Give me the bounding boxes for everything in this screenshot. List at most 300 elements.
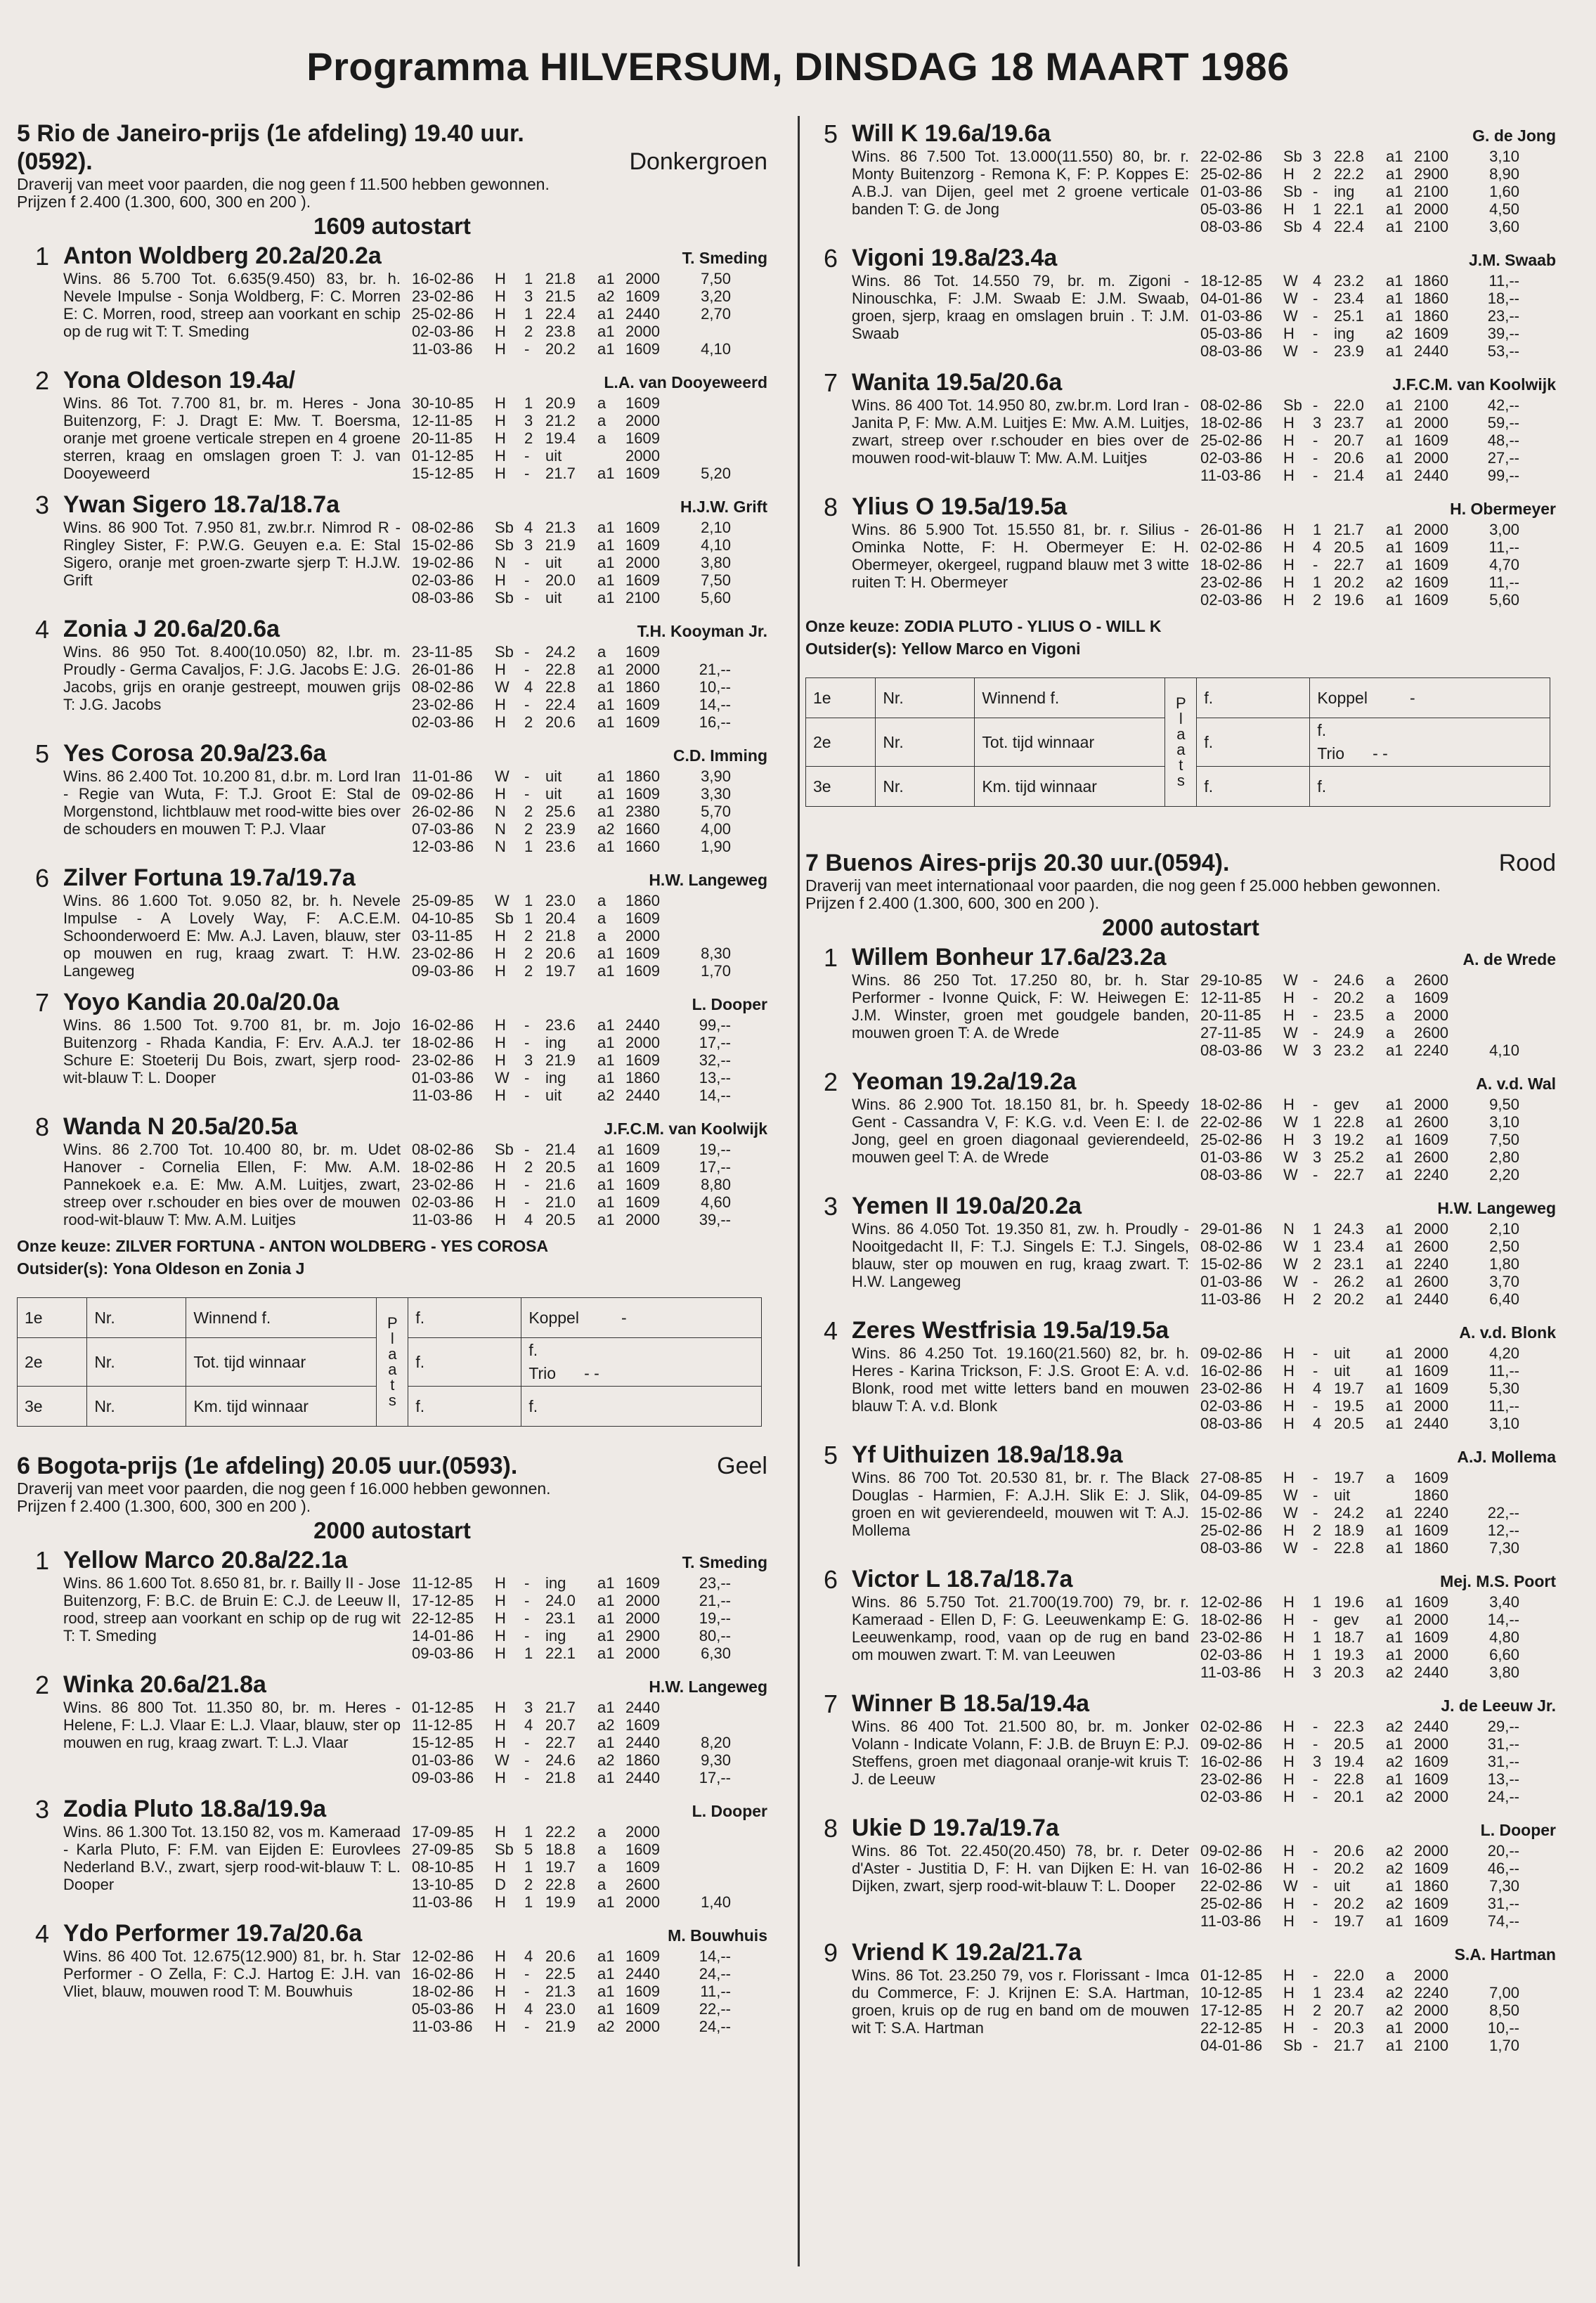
start-cell: 23.2 bbox=[1334, 1042, 1364, 1059]
start-cell: 1,60 bbox=[1489, 183, 1519, 200]
start-cell: 11,-- bbox=[700, 1983, 731, 2000]
start-cell: 01-03-86 bbox=[1200, 183, 1263, 200]
start-cell: - bbox=[524, 1751, 530, 1769]
start-cell: 1609 bbox=[1414, 432, 1448, 449]
start-cell: 11-03-86 bbox=[1200, 1290, 1261, 1308]
start-cell bbox=[1473, 1966, 1519, 1984]
start-cell: a bbox=[1386, 971, 1395, 989]
start-cell: Sb bbox=[495, 643, 514, 661]
horse-info: Wins. 86 400 Tot. 14.950 80, zw.br.m. Lord Iran - Janita P, F: Mw. A.M. Luitjes E: Mw. A.M. Luitjes, zwart, streep over r.schouder en bies over de mouwen rood-wit-blauw T: Mw. A.M. Luitjes bbox=[852, 396, 1189, 467]
start-cell: 08-03-86 bbox=[1200, 342, 1263, 360]
horse-number: 6 bbox=[35, 864, 50, 893]
horse-entry bbox=[17, 491, 767, 606]
horse-main bbox=[852, 368, 1556, 484]
horse-info: Wins. 86 2.700 Tot. 10.400 80, br. m. Udet Hanover - Cornelia Ellen, F: Mw. A.M. Pannekoek e.a. E: Mw. A.M. Luitjes, zwart, streep over r.schouder en bies over de mouwen rood-wit-blauw T: Mw. A.M. Luitjes bbox=[63, 1141, 401, 1228]
start-cell: a bbox=[597, 1876, 606, 1893]
start-cell: 04-10-85 bbox=[412, 909, 474, 927]
start-cell: 15-02-86 bbox=[1200, 1255, 1263, 1273]
horse-number: 2 bbox=[35, 366, 50, 395]
start-cell: 19.4 bbox=[1334, 1753, 1364, 1770]
start-row bbox=[412, 1876, 767, 1893]
start-cell: a1 bbox=[597, 323, 615, 340]
start-cell: 2440 bbox=[1414, 1290, 1448, 1308]
f-cell: f. bbox=[528, 1341, 538, 1359]
horse-header bbox=[63, 1112, 767, 1141]
horse-body bbox=[63, 1699, 767, 1786]
start-row bbox=[1200, 1148, 1556, 1166]
race-prizes: Prijzen f 2.400 (1.300, 600, 300 en 200 ). bbox=[17, 1497, 311, 1515]
trio-label bbox=[528, 1364, 754, 1383]
start-cell: 24.6 bbox=[1334, 971, 1364, 989]
start-cell: a1 bbox=[1386, 1380, 1403, 1397]
place-label: 1e bbox=[18, 1298, 87, 1338]
start-cell: 1860 bbox=[625, 767, 660, 785]
recent-starts bbox=[1200, 1469, 1556, 1557]
start-cell: 22.7 bbox=[1334, 1166, 1364, 1183]
start-cell: 22.8 bbox=[1334, 1539, 1364, 1557]
start-cell: 2440 bbox=[1414, 1415, 1448, 1432]
start-cell: H bbox=[495, 1176, 506, 1193]
start-cell: a1 bbox=[1386, 183, 1403, 200]
start-cell: 20.7 bbox=[545, 1716, 576, 1734]
horse-info: Wins. 86 800 Tot. 11.350 80, br. m. Heres - Helene, F: L.J. Vlaar E: L.J. Vlaar, blauw, ster op mouwen en rug, kraag zwart. T: L.J. Vlaar bbox=[63, 1699, 401, 1751]
start-cell: 1609 bbox=[625, 1841, 660, 1858]
start-cell: - bbox=[1313, 1770, 1318, 1788]
start-cell: 2000 bbox=[1414, 2019, 1448, 2037]
start-cell: a1 bbox=[1386, 396, 1403, 414]
horse-info: Wins. 86 Tot. 22.450(20.450) 78, br. r. Deter d'Aster - Justitia D, F: H. van Dijken E: H. van Dijken, zwart, sjerp rood-wit-blauw T: L. Dooper bbox=[852, 1842, 1189, 1895]
start-cell: 24.3 bbox=[1334, 1220, 1364, 1238]
start-cell: a1 bbox=[1386, 342, 1403, 360]
race-title: 6 Bogota-prijs (1e afdeling) 20.05 uur.(0593). bbox=[17, 1453, 518, 1479]
start-cell: a2 bbox=[597, 2018, 615, 2035]
start-cell: 1609 bbox=[625, 429, 660, 447]
start-cell: 20.2 bbox=[1334, 989, 1364, 1006]
start-cell: 4,50 bbox=[1489, 200, 1519, 218]
recent-starts bbox=[1200, 396, 1556, 484]
start-cell: 20.5 bbox=[545, 1211, 576, 1228]
start-row bbox=[412, 429, 767, 447]
start-row bbox=[412, 713, 767, 731]
start-cell: 7,50 bbox=[701, 571, 731, 589]
start-cell: 8,50 bbox=[1489, 2002, 1519, 2019]
start-cell: a2 bbox=[597, 1751, 615, 1769]
start-row bbox=[1200, 432, 1556, 449]
start-cell: 22.7 bbox=[1334, 556, 1364, 573]
start-cell: a bbox=[597, 643, 606, 661]
start-cell: 09-02-86 bbox=[1200, 1842, 1263, 1860]
start-cell: Sb bbox=[1283, 218, 1302, 235]
start-row bbox=[1200, 1593, 1556, 1611]
start-cell: 14-01-86 bbox=[412, 1627, 474, 1644]
start-cell: 23-02-86 bbox=[412, 1051, 474, 1069]
horse-header bbox=[63, 988, 767, 1016]
start-cell: 08-02-86 bbox=[412, 519, 474, 536]
start-cell: 1609 bbox=[625, 1858, 660, 1876]
start-cell: H bbox=[495, 270, 506, 287]
start-row bbox=[412, 519, 767, 536]
start-cell: gev bbox=[1334, 1611, 1359, 1628]
recent-starts bbox=[412, 1699, 767, 1786]
start-cell: 17-12-85 bbox=[412, 1592, 474, 1609]
start-cell: 2440 bbox=[625, 1016, 660, 1034]
start-cell: a bbox=[597, 1858, 606, 1876]
start-cell: 19-02-86 bbox=[412, 554, 474, 571]
place-label: 3e bbox=[806, 767, 876, 807]
start-row bbox=[1200, 200, 1556, 218]
start-cell: 2000 bbox=[625, 270, 660, 287]
start-cell: 16,-- bbox=[699, 713, 731, 731]
start-cell: H bbox=[495, 785, 506, 803]
start-cell: 18-02-86 bbox=[1200, 414, 1263, 432]
horse-info: Wins. 86 2.900 Tot. 18.150 81, br. h. Speedy Gent - Cassandra V, F: K.G. v.d. Veen E: I. de Jong, geel en groen diagonaal gevierendeeld, mouwen geel T: A. de Wrede bbox=[852, 1096, 1189, 1166]
start-cell: H bbox=[1283, 432, 1295, 449]
start-cell: 2000 bbox=[625, 554, 660, 571]
horse-header bbox=[63, 366, 767, 394]
start-cell: 2100 bbox=[1414, 396, 1448, 414]
start-row bbox=[1200, 1042, 1556, 1059]
start-cell: 31,-- bbox=[1487, 1735, 1519, 1753]
start-cell: 08-03-86 bbox=[1200, 1166, 1263, 1183]
start-cell: a2 bbox=[1386, 2002, 1403, 2019]
start-cell: - bbox=[1313, 1895, 1318, 1912]
start-cell: - bbox=[524, 1983, 530, 2000]
start-cell: 2000 bbox=[625, 927, 660, 945]
start-cell: W bbox=[1283, 1273, 1298, 1290]
start-cell: - bbox=[524, 589, 530, 606]
race-color: Geel bbox=[717, 1453, 767, 1479]
start-cell: 74,-- bbox=[1487, 1912, 1519, 1930]
start-cell: 80,-- bbox=[699, 1627, 731, 1644]
start-cell: - bbox=[1313, 342, 1318, 360]
start-cell: a1 bbox=[597, 767, 615, 785]
start-cell: 09-03-86 bbox=[412, 1769, 474, 1786]
start-cell: 3,80 bbox=[1489, 1663, 1519, 1681]
horse-header bbox=[63, 615, 767, 643]
start-cell: 21,-- bbox=[699, 1592, 731, 1609]
horse-number: 6 bbox=[824, 244, 838, 273]
plaats-label: P l a a t s bbox=[1165, 678, 1197, 807]
start-cell: a1 bbox=[1386, 1113, 1403, 1131]
horse-main bbox=[852, 1441, 1556, 1557]
koppel-dash: - bbox=[621, 1308, 627, 1327]
start-cell: a1 bbox=[597, 1965, 615, 1983]
start-cell: 1609 bbox=[625, 1983, 660, 2000]
trainer-name: A.J. Mollema bbox=[1457, 1448, 1556, 1466]
left-column bbox=[17, 119, 767, 2044]
start-cell: a1 bbox=[1386, 1877, 1403, 1895]
start-cell: 1860 bbox=[625, 1751, 660, 1769]
start-cell: 27,-- bbox=[1487, 449, 1519, 467]
start-cell: - bbox=[524, 1592, 530, 1609]
start-cell: 3 bbox=[524, 1051, 533, 1069]
horse-name: Vigoni 19.8a/23.4a bbox=[852, 245, 1058, 271]
recent-starts bbox=[1200, 521, 1556, 609]
start-cell: 30-10-85 bbox=[412, 394, 474, 412]
start-cell: 11-03-86 bbox=[412, 340, 473, 358]
start-cell: H bbox=[1283, 573, 1295, 591]
start-cell: - bbox=[524, 1016, 530, 1034]
start-cell: a bbox=[597, 429, 606, 447]
start-cell: 26-02-86 bbox=[412, 803, 474, 820]
start-cell: 3 bbox=[1313, 414, 1322, 432]
start-cell: 19.7 bbox=[545, 1858, 576, 1876]
start-cell: 1609 bbox=[1414, 1860, 1448, 1877]
start-cell: 02-03-86 bbox=[412, 713, 474, 731]
horse-name: Vriend K 19.2a/21.7a bbox=[852, 1939, 1082, 1966]
start-cell: 05-03-86 bbox=[1200, 200, 1263, 218]
start-cell: 24.2 bbox=[1334, 1504, 1364, 1522]
start-cell: 02-03-86 bbox=[1200, 591, 1263, 609]
start-cell: - bbox=[1313, 432, 1318, 449]
start-cell: 2 bbox=[524, 927, 533, 945]
start-cell: 1 bbox=[1313, 1646, 1322, 1663]
start-row bbox=[1200, 1753, 1556, 1770]
start-cell: 11-03-86 bbox=[1200, 467, 1261, 484]
race-conditions: Draverij van meet voor paarden, die nog geen f 16.000 hebben gewonnen. bbox=[17, 1479, 551, 1498]
start-cell: 2 bbox=[524, 820, 533, 838]
trainer-name: A. v.d. Blonk bbox=[1459, 1323, 1556, 1342]
start-cell: 1609 bbox=[625, 2000, 660, 2018]
start-cell: a1 bbox=[597, 1644, 615, 1662]
start-cell: 1609 bbox=[625, 1947, 660, 1965]
start-cell: a1 bbox=[597, 1769, 615, 1786]
horse-main bbox=[852, 943, 1556, 1059]
start-cell: 25-02-86 bbox=[1200, 1131, 1263, 1148]
start-cell: 1609 bbox=[625, 1141, 660, 1158]
start-cell: H bbox=[1283, 1984, 1295, 2002]
start-row bbox=[1200, 1877, 1556, 1895]
start-cell: 2000 bbox=[625, 1609, 660, 1627]
start-cell: 08-02-86 bbox=[1200, 396, 1263, 414]
start-cell: 2,50 bbox=[1489, 1238, 1519, 1255]
start-row bbox=[1200, 1611, 1556, 1628]
start-cell bbox=[685, 892, 731, 909]
start-cell: 1609 bbox=[625, 1176, 660, 1193]
trainer-name: T.H. Kooyman Jr. bbox=[637, 622, 767, 640]
start-cell: 1 bbox=[524, 1893, 533, 1911]
start-cell: - bbox=[524, 1769, 530, 1786]
horse-name: Zeres Westfrisia 19.5a/19.5a bbox=[852, 1317, 1169, 1344]
result-grid bbox=[805, 677, 1550, 807]
start-row bbox=[412, 1699, 767, 1716]
start-cell: a bbox=[597, 1823, 606, 1841]
start-cell: 7,50 bbox=[701, 270, 731, 287]
start-cell: 4 bbox=[1313, 218, 1322, 235]
start-cell: W bbox=[1283, 971, 1298, 989]
start-row bbox=[412, 643, 767, 661]
start-cell: a1 bbox=[597, 661, 615, 678]
start-cell: 4 bbox=[524, 678, 533, 696]
start-cell: 23,-- bbox=[699, 1574, 731, 1592]
start-cell: 1 bbox=[1313, 1113, 1322, 1131]
start-cell: 22.2 bbox=[1334, 165, 1364, 183]
start-row bbox=[412, 1069, 767, 1086]
horse-header bbox=[852, 1068, 1556, 1096]
start-cell: a bbox=[597, 909, 606, 927]
start-cell: uit bbox=[545, 767, 562, 785]
start-row bbox=[1200, 1397, 1556, 1415]
start-cell: H bbox=[1283, 1788, 1295, 1805]
start-cell: 6,60 bbox=[1489, 1646, 1519, 1663]
start-row bbox=[1200, 521, 1556, 538]
start-cell: 2000 bbox=[1414, 1842, 1448, 1860]
start-cell: 4 bbox=[1313, 1380, 1322, 1397]
start-cell: W bbox=[1283, 1148, 1298, 1166]
horse-header bbox=[852, 1565, 1556, 1593]
horse-header bbox=[63, 1671, 767, 1699]
start-cell: a1 bbox=[597, 962, 615, 980]
start-cell: H bbox=[495, 962, 506, 980]
recent-starts bbox=[1200, 1966, 1556, 2054]
start-cell: H bbox=[1283, 1131, 1295, 1148]
trainer-name: L.A. van Dooyeweerd bbox=[604, 373, 767, 391]
start-cell: H bbox=[495, 1716, 506, 1734]
horse-name: Yf Uithuizen 18.9a/18.9a bbox=[852, 1441, 1123, 1468]
horse-body bbox=[63, 394, 767, 482]
start-cell: a1 bbox=[597, 696, 615, 713]
start-cell: 5,30 bbox=[1489, 1380, 1519, 1397]
start-cell: 21.0 bbox=[545, 1193, 576, 1211]
start-cell: 1609 bbox=[625, 536, 660, 554]
horse-header bbox=[852, 1814, 1556, 1842]
start-cell: uit bbox=[545, 554, 562, 571]
start-cell: a1 bbox=[1386, 1593, 1403, 1611]
start-cell: 1609 bbox=[625, 785, 660, 803]
start-cell: 2900 bbox=[625, 1627, 660, 1644]
horse-body bbox=[852, 1718, 1556, 1805]
start-cell: 2600 bbox=[1414, 1113, 1448, 1131]
start-cell: 19.4 bbox=[545, 429, 576, 447]
start-cell: 2000 bbox=[1414, 1611, 1448, 1628]
start-cell: 4 bbox=[524, 1716, 533, 1734]
horse-entry bbox=[805, 493, 1556, 609]
start-cell: 1 bbox=[1313, 1220, 1322, 1238]
start-cell: 2 bbox=[524, 803, 533, 820]
start-row bbox=[1200, 1646, 1556, 1663]
start-cell: 12-02-86 bbox=[1200, 1593, 1263, 1611]
start-cell: H bbox=[495, 465, 506, 482]
start-cell: 20.2 bbox=[1334, 1290, 1364, 1308]
start-row bbox=[1200, 1344, 1556, 1362]
start-cell: 1609 bbox=[625, 713, 660, 731]
start-cell: 1609 bbox=[625, 1716, 660, 1734]
horse-name: Willem Bonheur 17.6a/23.2a bbox=[852, 944, 1167, 971]
start-cell: H bbox=[495, 927, 506, 945]
start-cell: - bbox=[1313, 2037, 1318, 2054]
start-cell: - bbox=[1313, 1006, 1318, 1024]
start-cell: 1609 bbox=[1414, 1522, 1448, 1539]
horse-info: Wins. 86 4.250 Tot. 19.160(21.560) 82, br. h. Heres - Karina Trickson, F: J.S. Groot E: A. v.d. Blonk, rood met witte letters band en mouwen blauw T: A. v.d. Blonk bbox=[852, 1344, 1189, 1415]
start-row bbox=[1200, 272, 1556, 290]
start-cell bbox=[685, 447, 731, 465]
start-cell: 7,50 bbox=[1489, 1131, 1519, 1148]
start-cell: 4,60 bbox=[701, 1193, 731, 1211]
start-cell: 2000 bbox=[625, 323, 660, 340]
start-cell: 2 bbox=[524, 962, 533, 980]
start-cell bbox=[1473, 989, 1519, 1006]
start-cell: N bbox=[495, 803, 506, 820]
start-cell: 22-12-85 bbox=[412, 1609, 474, 1627]
start-cell: 11,-- bbox=[1488, 1362, 1519, 1380]
race-prizes: Prijzen f 2.400 (1.300, 600, 300 en 200 ). bbox=[17, 193, 311, 211]
start-cell: 2100 bbox=[1414, 218, 1448, 235]
start-cell: 26.2 bbox=[1334, 1273, 1364, 1290]
start-cell: - bbox=[1313, 1539, 1318, 1557]
start-cell: 1 bbox=[1313, 573, 1322, 591]
start-cell: 1860 bbox=[1414, 1539, 1448, 1557]
start-row bbox=[1200, 449, 1556, 467]
recent-starts bbox=[1200, 1096, 1556, 1183]
horse-entry bbox=[17, 864, 767, 980]
start-cell: 2000 bbox=[625, 1592, 660, 1609]
start-cell: a1 bbox=[1386, 272, 1403, 290]
start-cell: H bbox=[1283, 1966, 1295, 1984]
start-cell: 3,20 bbox=[701, 287, 731, 305]
start-cell: - bbox=[524, 554, 530, 571]
start-cell: - bbox=[1313, 307, 1318, 325]
start-cell: a1 bbox=[597, 945, 615, 962]
start-cell: 20.3 bbox=[1334, 1663, 1364, 1681]
start-cell: a1 bbox=[1386, 1290, 1403, 1308]
horse-info: Wins. 86 4.050 Tot. 19.350 81, zw. h. Proudly - Nooitgedacht II, F: T.J. Singels E: T.J. Singels, blauw, ster op mouwen en rug, kraag zwart. T: H.W. Langeweg bbox=[852, 1220, 1189, 1290]
start-row bbox=[1200, 1842, 1556, 1860]
start-cell: 1 bbox=[1313, 200, 1322, 218]
start-cell: H bbox=[1283, 1397, 1295, 1415]
start-cell: 21.7 bbox=[1334, 2037, 1364, 2054]
start-cell: 3,00 bbox=[1489, 521, 1519, 538]
horse-main bbox=[852, 244, 1556, 360]
start-cell: 25.6 bbox=[545, 803, 576, 820]
start-cell: a1 bbox=[1386, 148, 1403, 165]
start-row bbox=[1200, 1131, 1556, 1148]
start-cell: a2 bbox=[1386, 1788, 1403, 1805]
start-cell: 09-02-86 bbox=[1200, 1735, 1263, 1753]
start-cell: 29-01-86 bbox=[1200, 1220, 1263, 1238]
start-cell: 11-03-86 bbox=[1200, 1663, 1261, 1681]
start-cell: uit bbox=[1334, 1362, 1351, 1380]
horse-number: 7 bbox=[824, 1689, 838, 1718]
start-cell: 3,60 bbox=[1489, 218, 1519, 235]
start-cell: 23.5 bbox=[1334, 1006, 1364, 1024]
start-cell: H bbox=[1283, 1522, 1295, 1539]
start-cell: H bbox=[495, 1609, 506, 1627]
start-cell: 13-10-85 bbox=[412, 1876, 474, 1893]
start-cell: 24.9 bbox=[1334, 1024, 1364, 1042]
recent-starts bbox=[412, 1947, 767, 2035]
start-cell: 4,00 bbox=[701, 820, 731, 838]
horse-name: Victor L 18.7a/18.7a bbox=[852, 1566, 1073, 1592]
start-cell: ing bbox=[545, 1069, 566, 1086]
start-cell bbox=[597, 447, 625, 465]
start-cell: 02-03-86 bbox=[1200, 449, 1263, 467]
start-cell: 08-03-86 bbox=[1200, 1042, 1263, 1059]
start-cell: 1 bbox=[524, 394, 533, 412]
start-cell: 1609 bbox=[1414, 1628, 1448, 1646]
start-cell: 21,-- bbox=[699, 661, 731, 678]
start-cell: 18-02-86 bbox=[1200, 1611, 1263, 1628]
start-cell: 23.4 bbox=[1334, 1984, 1364, 2002]
horse-body bbox=[63, 519, 767, 606]
start-cell: a2 bbox=[1386, 573, 1403, 591]
start-cell: 2100 bbox=[1414, 183, 1448, 200]
horse-body bbox=[852, 148, 1556, 235]
start-cell: 7,30 bbox=[1489, 1539, 1519, 1557]
horse-info: Wins. 86 5.900 Tot. 15.550 81, br. r. Silius - Ominka Notte, F: H. Obermeyer E: H. Obermeyer, okergeel, rugpand blauw met 3 witte ruiten T: H. Obermeyer bbox=[852, 521, 1189, 591]
start-cell: - bbox=[524, 447, 530, 465]
horse-entry bbox=[805, 1565, 1556, 1681]
start-cell: a2 bbox=[597, 287, 615, 305]
